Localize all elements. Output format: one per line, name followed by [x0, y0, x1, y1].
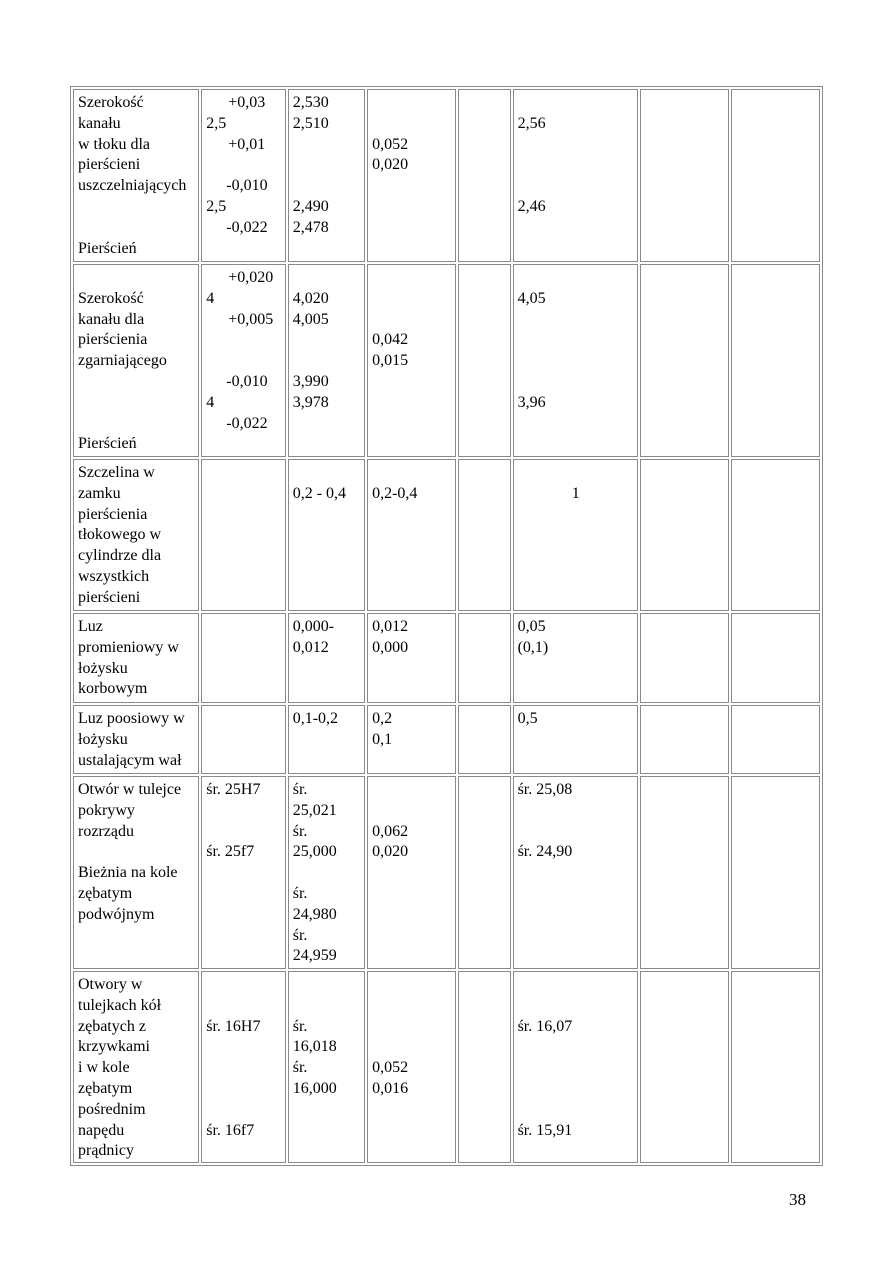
cell-line: zębatym [78, 884, 133, 902]
cell-col-7 [640, 776, 730, 969]
cell-description [73, 613, 199, 703]
cell-description [73, 705, 199, 774]
cell-line [372, 975, 452, 996]
cell-description [73, 264, 199, 457]
cell-line: 4,020 [292, 289, 329, 307]
cell-line [293, 135, 361, 156]
cell-line: 2,46 [517, 197, 546, 215]
cell-line [372, 310, 452, 331]
cell-line: 2,478 [292, 218, 329, 236]
cell-line: w tłoku dla [78, 135, 150, 153]
cell-line: kanału [78, 114, 121, 132]
cell-nominal-size [201, 459, 285, 611]
cell-line: 2,530 [292, 94, 329, 111]
cell-line: i w kole [78, 1059, 130, 1077]
cell-line: 0,2 [372, 710, 393, 727]
cell-line: 3,96 [517, 393, 546, 411]
cell-line [518, 822, 634, 843]
cell-wear-limit [513, 971, 638, 1163]
cell-col-8 [731, 971, 820, 1163]
cell-line: śr. 25,08 [517, 781, 573, 798]
cell-line [372, 289, 452, 310]
cell-line [206, 1100, 281, 1121]
cell-new-clearance [367, 971, 456, 1163]
cell-line: -0,022 [226, 414, 268, 432]
cell-line [78, 372, 195, 393]
cell-line [372, 996, 452, 1017]
cell-wear-limit [513, 89, 638, 262]
cell-line: pokrywy [78, 801, 135, 819]
cell-col-7 [640, 264, 730, 457]
cell-line [206, 1079, 281, 1100]
cell-col-7 [640, 459, 730, 611]
cell-line [206, 351, 281, 372]
cell-line [518, 1058, 634, 1079]
cell-col-8 [731, 776, 820, 969]
cell-line: podwójnym [78, 905, 155, 923]
cell-new-dimension [288, 613, 365, 703]
cell-line: Pierścień [78, 239, 137, 257]
cell-line [372, 463, 452, 484]
cell-new-dimension [288, 459, 365, 611]
cell-line: 0,000 [372, 638, 409, 656]
cell-nominal-size [201, 264, 285, 457]
cell-line: 0,042 [372, 331, 409, 349]
cell-line: 3,990 [292, 372, 329, 390]
cell-line: 0,012 [372, 618, 409, 635]
cell-line: +0,01 [228, 135, 266, 153]
table-row [73, 264, 820, 457]
cell-line: prądnicy [78, 1142, 134, 1160]
table-body [73, 89, 820, 1163]
cell-line [518, 135, 634, 156]
cell-line: 4 [206, 393, 215, 411]
cell-nominal-size [201, 971, 285, 1163]
cell-line [78, 414, 195, 435]
cell-line: 3,978 [292, 393, 329, 411]
cell-line: 0,052 [372, 135, 409, 153]
cell-line: śr. 16H7 [206, 1017, 261, 1035]
cell-line: +0,020 [228, 269, 274, 286]
cell-line: śr. 25f7 [206, 843, 255, 861]
page-number: 38 [789, 1190, 806, 1209]
cell-line [293, 176, 361, 197]
cell-line: zębatym [78, 1079, 133, 1097]
cell-line: Bieżnia na kole [78, 864, 178, 882]
cell-line: śr. 16,07 [517, 1017, 573, 1035]
cell-nominal-size [201, 776, 285, 969]
cell-line: Szerokość [78, 94, 144, 111]
cell-new-dimension [288, 776, 365, 969]
cell-line: +0,03 [228, 94, 266, 111]
cell-line: tłokowego w [78, 526, 162, 544]
cell-line: 24,959 [292, 947, 337, 965]
cell-description [73, 776, 199, 969]
cell-line [78, 197, 195, 218]
cell-new-clearance [367, 459, 456, 611]
cell-line: 0,015 [372, 352, 409, 370]
cell-new-clearance [367, 776, 456, 969]
cell-line [518, 463, 634, 484]
cell-col-7 [640, 89, 730, 262]
cell-line [518, 268, 634, 289]
cell-col-8 [731, 89, 820, 262]
cell-line [518, 310, 634, 331]
cell-line: Szczelina w [78, 464, 155, 481]
cell-col-7 [640, 971, 730, 1163]
cell-line: -0,010 [226, 372, 268, 390]
cell-description [73, 89, 199, 262]
cell-new-dimension [288, 971, 365, 1163]
cell-empty-col [458, 89, 511, 262]
cell-line [518, 1100, 634, 1121]
cell-col-7 [640, 613, 730, 703]
cell-line [293, 863, 361, 884]
cell-new-dimension [288, 89, 365, 262]
cell-line [518, 351, 634, 372]
cell-line: śr. 24,90 [517, 843, 573, 861]
cell-line: Pierścień [78, 435, 137, 453]
cell-line: uszczelniających [78, 177, 187, 195]
cell-line: Otwór w tulejce [78, 781, 182, 798]
table-row [73, 971, 820, 1163]
cell-line: 0,2 - 0,4 [292, 484, 347, 502]
cell-line [206, 975, 281, 996]
cell-line: krzywkami [78, 1038, 150, 1056]
cell-line: wszystkich [78, 567, 150, 585]
cell-line: zębatych z [78, 1017, 146, 1035]
cell-new-clearance [367, 613, 456, 703]
cell-empty-col [458, 459, 511, 611]
cell-line [78, 268, 195, 289]
cell-line: śr. [292, 822, 308, 840]
cell-new-clearance [367, 705, 456, 774]
cell-line: 0,1-0,2 [292, 710, 339, 727]
cell-wear-limit [513, 613, 638, 703]
cell-line: 2,510 [292, 114, 329, 132]
cell-col-8 [731, 459, 820, 611]
cell-new-clearance [367, 89, 456, 262]
cell-line: 16,018 [292, 1038, 337, 1056]
cell-line: śr. 16f7 [206, 1121, 255, 1139]
cell-wear-limit [513, 705, 638, 774]
cell-wear-limit [513, 459, 638, 611]
cell-line [372, 1037, 452, 1058]
cell-description [73, 971, 199, 1163]
cell-line: Luz poosiowy w [78, 710, 185, 727]
cell-line: 0,2-0,4 [372, 484, 418, 502]
cell-line [206, 155, 281, 176]
cell-line [518, 1037, 634, 1058]
cell-line: pierścienia [78, 331, 148, 349]
cell-col-8 [731, 613, 820, 703]
cell-line: -0,010 [226, 177, 268, 195]
cell-line [372, 801, 452, 822]
cell-line [293, 996, 361, 1017]
cell-line [78, 842, 195, 863]
table-row [73, 89, 820, 262]
cell-line: +0,005 [228, 310, 274, 328]
cell-line: 16,000 [292, 1079, 337, 1097]
cell-empty-col [458, 264, 511, 457]
cell-line: pierścieni [78, 588, 141, 606]
cell-col-8 [731, 264, 820, 457]
cell-line [518, 996, 634, 1017]
cell-col-7 [640, 705, 730, 774]
cell-line: śr. [292, 781, 308, 798]
cell-new-dimension [288, 264, 365, 457]
cell-line [293, 330, 361, 351]
cell-line [518, 975, 634, 996]
cell-line: pośrednim [78, 1100, 146, 1118]
cell-line [372, 93, 452, 114]
cell-empty-col [458, 776, 511, 969]
cell-line [518, 155, 634, 176]
cell-line [293, 975, 361, 996]
cell-line: Szerokość [78, 289, 144, 307]
cell-line [372, 1017, 452, 1038]
cell-line: tulejkach kół [78, 996, 162, 1014]
cell-line: 1 [571, 484, 580, 502]
cell-empty-col [458, 705, 511, 774]
cell-line: 0,1 [372, 730, 393, 748]
cell-line: zamku [78, 484, 121, 502]
cell-line: śr. 25H7 [206, 781, 261, 798]
cell-nominal-size [201, 705, 285, 774]
cell-line: 0,020 [372, 843, 409, 861]
cell-line: 2,56 [517, 114, 546, 132]
cell-wear-limit [513, 776, 638, 969]
cell-col-8 [731, 705, 820, 774]
cell-line [206, 1058, 281, 1079]
cell-line: 0,012 [292, 638, 329, 656]
cell-line [518, 93, 634, 114]
cell-line: ustalającym wał [78, 751, 182, 769]
cell-line: śr. [292, 884, 308, 902]
cell-line: 24,980 [292, 905, 337, 923]
cell-line: zgarniającego [78, 352, 167, 370]
cell-wear-limit [513, 264, 638, 457]
tolerance-table [70, 86, 823, 1166]
cell-new-dimension [288, 705, 365, 774]
cell-line [518, 801, 634, 822]
cell-line: 0,000- [292, 618, 335, 635]
cell-line: promieniowy w [78, 638, 179, 656]
cell-line: korbowym [78, 680, 148, 698]
cell-line: kanału dla [78, 310, 145, 328]
cell-line [206, 996, 281, 1017]
cell-line [206, 1037, 281, 1058]
cell-line [372, 268, 452, 289]
cell-line: 2,5 [206, 114, 227, 132]
cell-line: cylindrze dla [78, 547, 162, 565]
cell-line: -0,022 [226, 218, 268, 236]
cell-line [518, 1079, 634, 1100]
cell-line: 0,016 [372, 1079, 409, 1097]
cell-line: 25,000 [292, 843, 337, 861]
table-row [73, 776, 820, 969]
cell-new-clearance [367, 264, 456, 457]
cell-line: 25,021 [292, 801, 337, 819]
cell-line [372, 114, 452, 135]
cell-nominal-size [201, 613, 285, 703]
cell-line: 0,05 [517, 618, 546, 635]
cell-line [206, 330, 281, 351]
cell-empty-col [458, 971, 511, 1163]
table-row [73, 459, 820, 611]
cell-line: łożysku [78, 659, 128, 677]
cell-line: napędu [78, 1121, 125, 1139]
cell-line: śr. [292, 926, 308, 944]
cell-line: 2,490 [292, 197, 329, 215]
table-row [73, 705, 820, 774]
cell-line [206, 801, 281, 822]
cell-line: pierścieni [78, 156, 141, 174]
cell-line: 4,005 [292, 310, 329, 328]
cell-line: (0,1) [517, 638, 549, 656]
cell-line [293, 463, 361, 484]
cell-line: pierścienia [78, 505, 148, 523]
cell-line: 0,020 [372, 156, 409, 174]
cell-line: 0,5 [517, 710, 538, 727]
cell-line: śr. [292, 1059, 308, 1077]
table-row [73, 613, 820, 703]
cell-line [293, 155, 361, 176]
cell-line [518, 176, 634, 197]
cell-line [78, 393, 195, 414]
cell-line [78, 218, 195, 239]
cell-line [293, 268, 361, 289]
cell-line: 4 [206, 289, 215, 307]
cell-line: 0,062 [372, 822, 409, 840]
cell-empty-col [458, 613, 511, 703]
cell-nominal-size [201, 89, 285, 262]
cell-line [293, 351, 361, 372]
cell-line [518, 372, 634, 393]
cell-line: śr. [292, 1017, 308, 1035]
cell-line [372, 780, 452, 801]
cell-line [206, 822, 281, 843]
cell-line: rozrządu [78, 822, 134, 840]
cell-description [73, 459, 199, 611]
cell-line: Otwory w [78, 976, 143, 993]
cell-line [518, 330, 634, 351]
cell-line: 4,05 [517, 289, 546, 307]
cell-line: 2,5 [206, 197, 227, 215]
cell-line: łożysku [78, 730, 128, 748]
cell-line: śr. 15,91 [517, 1121, 573, 1139]
cell-line: 0,052 [372, 1059, 409, 1077]
cell-line: Luz [78, 618, 103, 635]
